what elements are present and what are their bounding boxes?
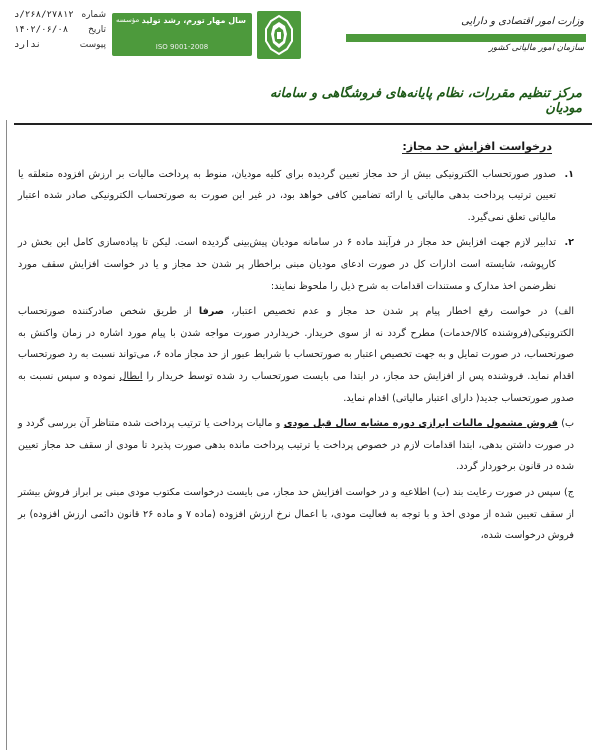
letter-date: ۱۴۰۲/۰۶/۰۸ (14, 25, 69, 35)
header-divider (14, 123, 592, 125)
slogan-text: سال مهار تورم، رشد تولید (141, 16, 246, 25)
iso-certificate: ISO 9001-2008 (155, 43, 209, 51)
letter-number-row (14, 8, 106, 23)
slogan-banner (112, 13, 252, 56)
page-edge-line (6, 120, 7, 750)
item-text: صدور صورتحساب الکترونیکی بیش از حد مجاز تعیین گردیده برای کلیه مودیان، منوط به پرداخت مالیات بر ارزش افزوده متعلقه یا تعیین ترتیب پرداخت بدهی مالیاتی یا ارائه تضامین کافی خواهد بود، در غیر این صورت به صورتحساب الکترونیکی صادر شده اعتبار مالیاتی تعلق نمی‌گیرد. (18, 168, 556, 223)
list-item (18, 164, 574, 229)
banner-subtext: مؤسسه (116, 16, 140, 24)
attachment-value: ندارد (14, 40, 42, 50)
tax-organization-emblem-icon (256, 10, 302, 60)
attachment-row (14, 38, 106, 53)
section-heading: درخواست افزایش حد مجاز: (402, 140, 552, 153)
emphasis-text: فروش مشمول مالیات ابرازی دوره مشابه سال قبل مودی (283, 418, 558, 430)
emphasis-text: صرفا (198, 306, 224, 318)
letter-body (18, 136, 574, 547)
clause-alef: الف) در خواست رفع اخطار پیام پر شدن حد مجاز و عدم تخصیص اعتبار، صرفا از طریق شخص صادرکننده صورتحساب الکترونیکی(فروشنده کالا/خدمات) مطرح گردد نه از سوی خریدار. خریداردر صورت مواجه شدن با پیام مورد اشاره در زمان واکنش به صورتحساب، در صورت تمایل و به جهت تخصیص اعتبار به صورتحساب با شرایط عبور از حد مجاز ماده ۶، می‌تواند نسبت به رد صورتحساب اقدام نماید. فروشنده پس از افزایش حد مجاز، در ابتدا می بایست صورتحساب رد شده توسط خریدار را ابطال نموده و سپس نسبت به صدور صورتحساب جدید( دارای اعتبار مالیاتی) اقدام نماید. (18, 306, 574, 404)
item-number: ۱. (564, 168, 574, 180)
header-green-bar (346, 34, 586, 42)
item-text: تدابیر لازم جهت افزایش حد مجاز در فرآیند ماده ۶ در سامانه مودیان پیش‌بینی گردیده است. لیکن تا پیاده‌سازی کامل این بخش در کارپوشه، شایسته است ادارات کل در صورت ادعای مودیان مبنی براخطار پر شدن حد مجاز و یا در خواست افزایش سقف مورد نظرضمن اخذ مدارک و مستندات اقدامات به شرح ذیل را ملحوظ نمایند: (18, 237, 557, 292)
underlined-text: ابطال (119, 370, 143, 382)
letter-number: ۲۶۸/۲۷۸۱۲/د (14, 10, 74, 20)
list-item (18, 232, 574, 297)
item-number: ۲. (564, 237, 574, 249)
ministry-header (346, 12, 586, 62)
ministry-name: وزارت امور اقتصادی و دارایی (461, 16, 584, 27)
clause-be: ب) فروش مشمول مالیات ابرازی دوره مشابه سال قبل مودی و مالیات پرداخت یا ترتیب پرداخت شده متناظر آن بررسی گردد و در صورت داشتن بدهی، ابتدا اقدامات لازم در خصوص پرداخت یا ترتیب پرداخت مانده بدهی صورت پذیرد تا مودی از سقف حد مجاز تعیین شده در قانون برخوردار گردد. (18, 418, 575, 473)
letter-meta (14, 8, 106, 53)
letter-number-label: شماره (81, 10, 106, 20)
letter-date-label: تاریخ (88, 25, 106, 35)
center-title: مرکز تنظیم مقررات، نظام پایانه‌های فروشگاهی و سامانه مودیان (269, 86, 582, 116)
clause-je: ج) سپس در صورت رعایت بند (ب) اطلاعیه و در خواست افزایش حد مجاز، می بایست درخواست مکتوب مودی مبنی بر ابراز فروش بیشتر از سقف تعیین شده از مودی اخذ و با توجه به فعالیت مودی، با اعمال نرخ ارزش افزوده (ماده ۷ و ماده ۲۶ قانون دائمی ارزش افزوده) بر فروش درخواست شده، (18, 486, 574, 542)
organization-name: سازمان امور مالیاتی کشور (488, 43, 584, 53)
attachment-label: پیوست (79, 40, 106, 50)
letter-date-row (14, 23, 106, 38)
